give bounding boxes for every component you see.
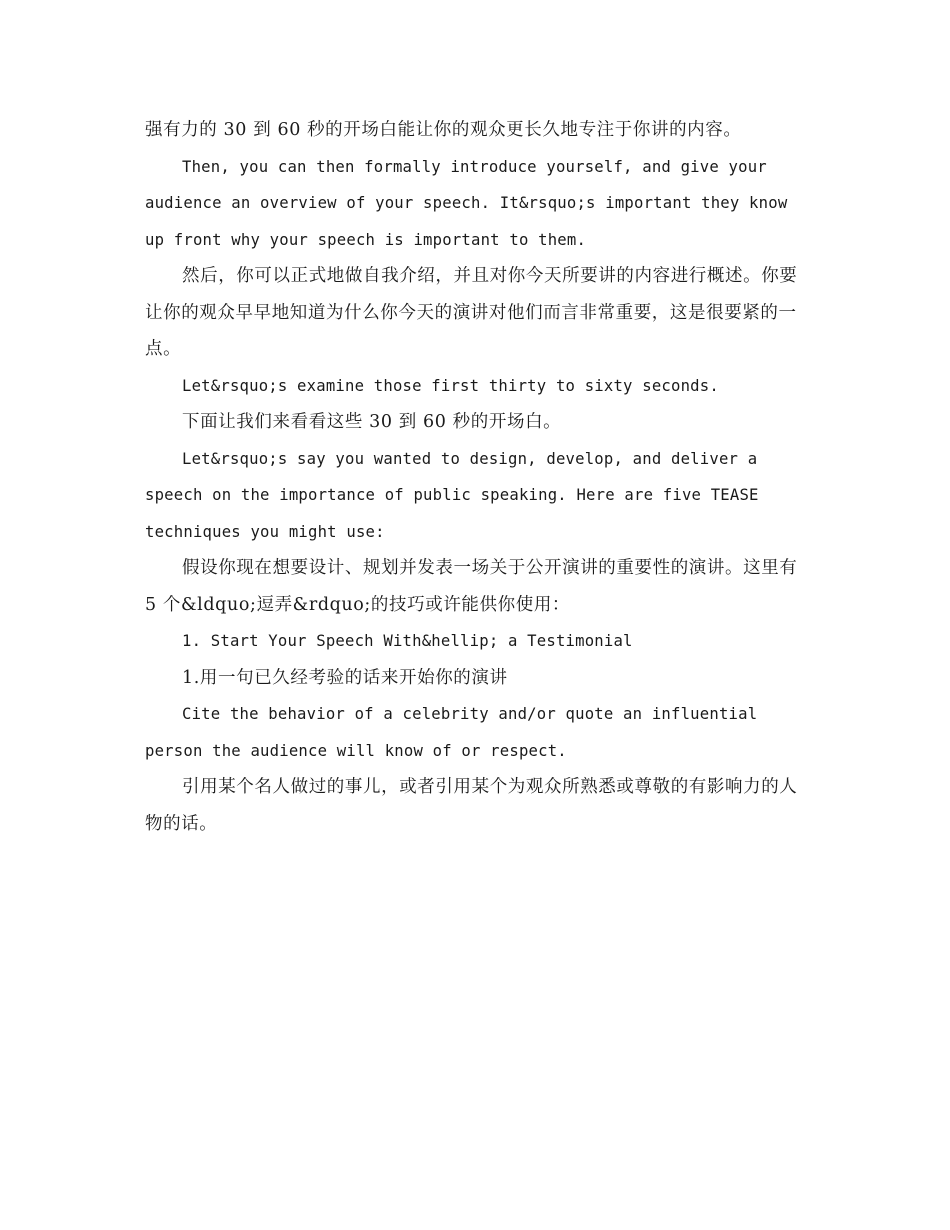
paragraph-en-introduce: Then, you can then formally introduce yourself, and give your audience an overview of your speech. It&rsquo;s important they know up front why your speech is important to them. [145,157,788,249]
paragraph-en-examine: Let&rsquo;s examine those first thirty to sixty seconds. [182,376,719,395]
paragraph-zh-introduce: 然后，你可以正式地做自我介绍，并且对你今天所要讲的内容进行概述。你要让你的观众早早地知道为什么你今天的演讲对他们而言非常重要，这是很要紧的一点。 [145,266,798,359]
paragraph-zh-examine: 下面让我们来看看这些 30 到 60 秒的开场白。 [182,412,562,432]
paragraph-zh-cite: 引用某个名人做过的事儿，或者引用某个为观众所熟悉或尊敬的有影响力的人物的话。 [145,777,798,834]
document-body [145,112,810,842]
paragraph-en-cite: Cite the behavior of a celebrity and/or quote an influential person the audience will know of or respect. [145,705,758,760]
paragraph-zh-tease: 假设你现在想要设计、规划并发表一场关于公开演讲的重要性的演讲。这里有 5 个&ldquo;逗弄&rdquo;的技巧或许能供你使用： [145,558,798,615]
paragraph-en-heading-1: 1. Start Your Speech With&hellip; a Testimonial [182,632,633,650]
paragraph-zh-heading-1: 1.用一句已久经考验的话来开始你的演讲 [182,667,508,688]
paragraph-en-tease: Let&rsquo;s say you wanted to design, develop, and deliver a speech on the importance of public speaking. Here are five TEASE techniques you might use: [145,449,759,541]
paragraph-zh-opening: 强有力的 30 到 60 秒的开场白能让你的观众更长久地专注于你讲的内容。 [145,120,742,140]
